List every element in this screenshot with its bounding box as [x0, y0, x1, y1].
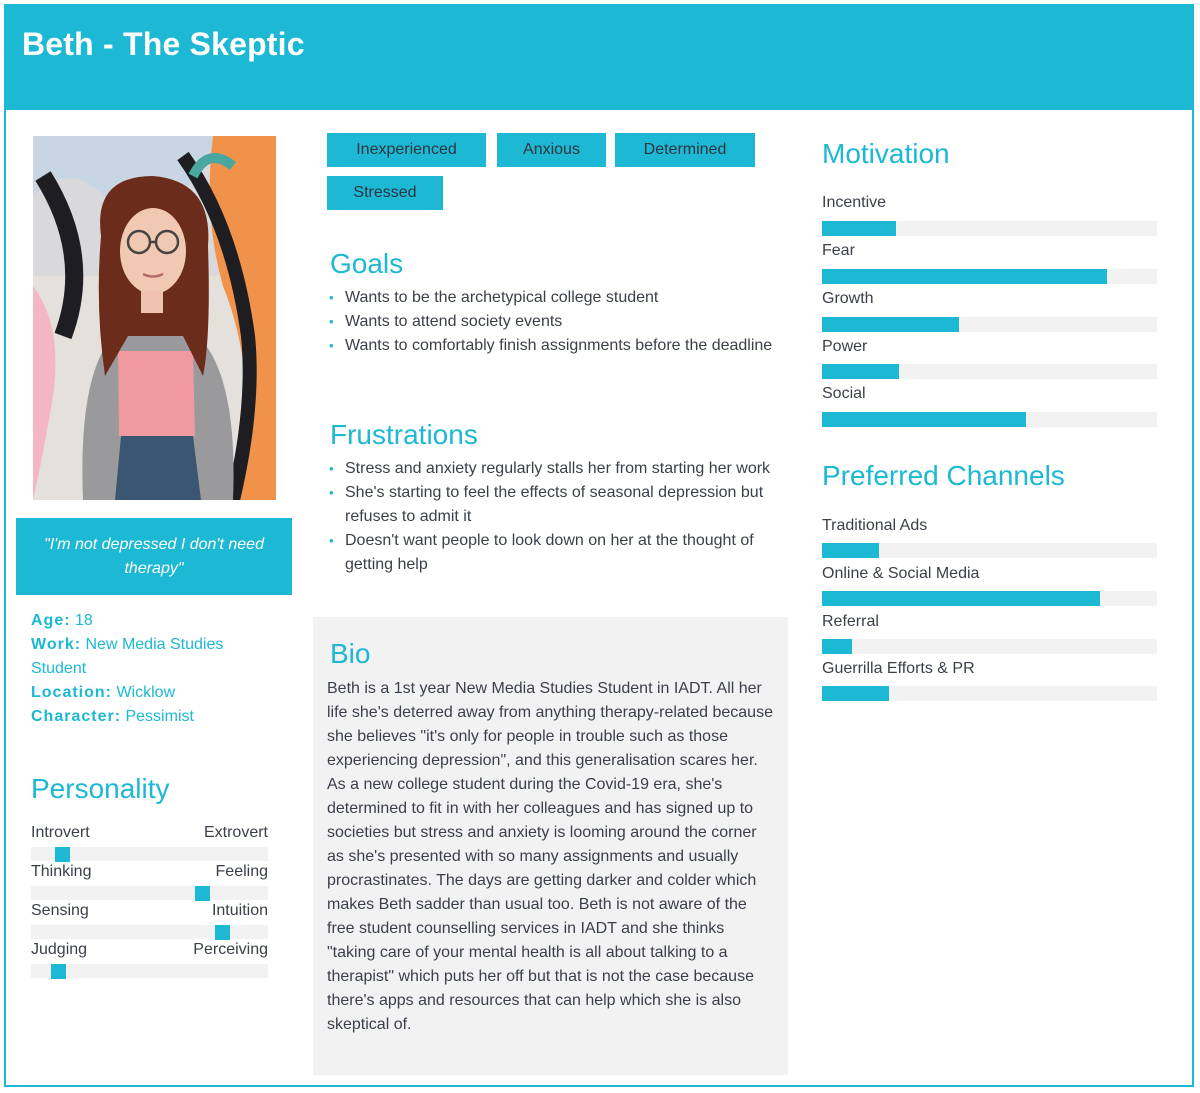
motivation-bar-fill [822, 412, 1026, 427]
trait-right-label: Perceiving [193, 941, 268, 958]
motivation-bar [822, 364, 1157, 379]
channel-bar [822, 639, 1157, 654]
trait-right-label: Extrovert [203, 824, 268, 841]
channel-label: Traditional Ads [822, 517, 928, 534]
motivation-label: Power [822, 338, 868, 355]
channels-title: Preferred Channels [822, 460, 1065, 491]
motivation-title: Motivation [822, 138, 950, 169]
motivation-bar-fill [822, 364, 899, 379]
fact-age [31, 609, 281, 633]
trait-slider [31, 886, 268, 900]
motivation-label: Incentive [822, 194, 887, 211]
trait-knob [55, 847, 70, 862]
channel-bar-fill [822, 639, 852, 654]
goals-title: Goals [330, 248, 404, 279]
channel-bar [822, 591, 1157, 606]
motivation-bar-fill [822, 221, 896, 236]
trait-knob [215, 925, 230, 940]
tag-chip: Determined [615, 133, 755, 167]
motivation-bar [822, 412, 1157, 427]
portrait-illustration [33, 136, 276, 500]
motivation-label: Social [822, 385, 866, 402]
trait-left-label: Thinking [31, 863, 92, 880]
list-item: • Wants to be the archetypical college student [329, 286, 779, 310]
channel-bar-fill [822, 543, 879, 558]
trait-knob [51, 964, 66, 979]
fact-character-label: Character: [31, 708, 122, 725]
motivation-bar [822, 317, 1157, 332]
trait-left-label: Judging [31, 941, 88, 958]
bio-panel [313, 617, 788, 1075]
fact-work-label: Work: [31, 636, 82, 653]
channel-bar-fill [822, 686, 889, 701]
header-banner [4, 4, 1194, 110]
channel-label: Guerrilla Efforts & PR [822, 660, 975, 677]
motivation-label: Fear [822, 242, 855, 259]
motivation-bar-fill [822, 317, 959, 332]
goals-list [329, 286, 779, 358]
persona-facts [31, 609, 281, 729]
list-item: • She's starting to feel the effects of seasonal depression but refuses to admit it [329, 481, 779, 529]
list-item: • Stress and anxiety regularly stalls her from starting her work [329, 457, 779, 481]
fact-location-value: Wicklow [116, 684, 176, 701]
fact-age-value: 18 [75, 612, 93, 629]
frustrations-list [329, 457, 779, 577]
persona-quote: "I'm not depressed I don't need therapy" [44, 535, 264, 577]
quote-box [16, 518, 292, 595]
trait-slider [31, 964, 268, 978]
fact-character-value: Pessimist [125, 708, 194, 725]
channel-label: Referral [822, 613, 879, 630]
channel-bar-fill [822, 591, 1100, 606]
bio-text: Beth is a 1st year New Media Studies Student in IADT. All her life she's deterred away from anything therapy-related because she believes "it's only for people in trouble such as those experiencing depression", and this generalisation scares her. As a new college student during the Covid-19 era, she's determined to fit in with her colleagues and has signed up to societies but stress and anxiety is looming around the corner as she's presented with so many assignments and usually procrastinates. The days are getting darker and colder which makes Beth sadder than usual too. Beth is not aware of the free student counselling services in IADT and she thinks "taking care of your mental health is all about talking to a therapist" which puts her off but that is not the case because there's apps and resources that can help which she is also skeptical of. [327, 680, 773, 1033]
fact-location-label: Location: [31, 684, 112, 701]
list-item: • Doesn't want people to look down on her at the thought of getting help [329, 529, 779, 577]
list-item: • Wants to attend society events [329, 310, 779, 334]
persona-title: Beth - The Skeptic [22, 26, 305, 62]
persona-photo [33, 136, 276, 500]
trait-slider [31, 847, 268, 861]
tag-chip: Stressed [327, 176, 443, 210]
tag-chip: Anxious [497, 133, 606, 167]
frustrations-title: Frustrations [330, 419, 478, 450]
fact-character [31, 705, 281, 729]
channel-bar [822, 686, 1157, 701]
bio-title: Bio [330, 638, 371, 669]
trait-right-label: Intuition [211, 902, 268, 919]
tag-chip: Inexperienced [327, 133, 486, 167]
motivation-label: Growth [822, 290, 874, 307]
channel-label: Online & Social Media [822, 565, 980, 582]
channel-bar [822, 543, 1157, 558]
trait-knob [195, 886, 210, 901]
trait-left-label: Introvert [31, 824, 90, 841]
motivation-bar [822, 269, 1157, 284]
fact-work-value: New Media Studies Student [31, 636, 224, 677]
motivation-bar-fill [822, 269, 1107, 284]
fact-age-label: Age: [31, 612, 71, 629]
fact-work [31, 633, 281, 681]
motivation-bar [822, 221, 1157, 236]
trait-right-label: Feeling [215, 863, 268, 880]
fact-location [31, 681, 281, 705]
trait-left-label: Sensing [31, 902, 89, 919]
list-item: • Wants to comfortably finish assignments before the deadline [329, 334, 779, 358]
personality-title: Personality [31, 773, 170, 804]
trait-slider [31, 925, 268, 939]
